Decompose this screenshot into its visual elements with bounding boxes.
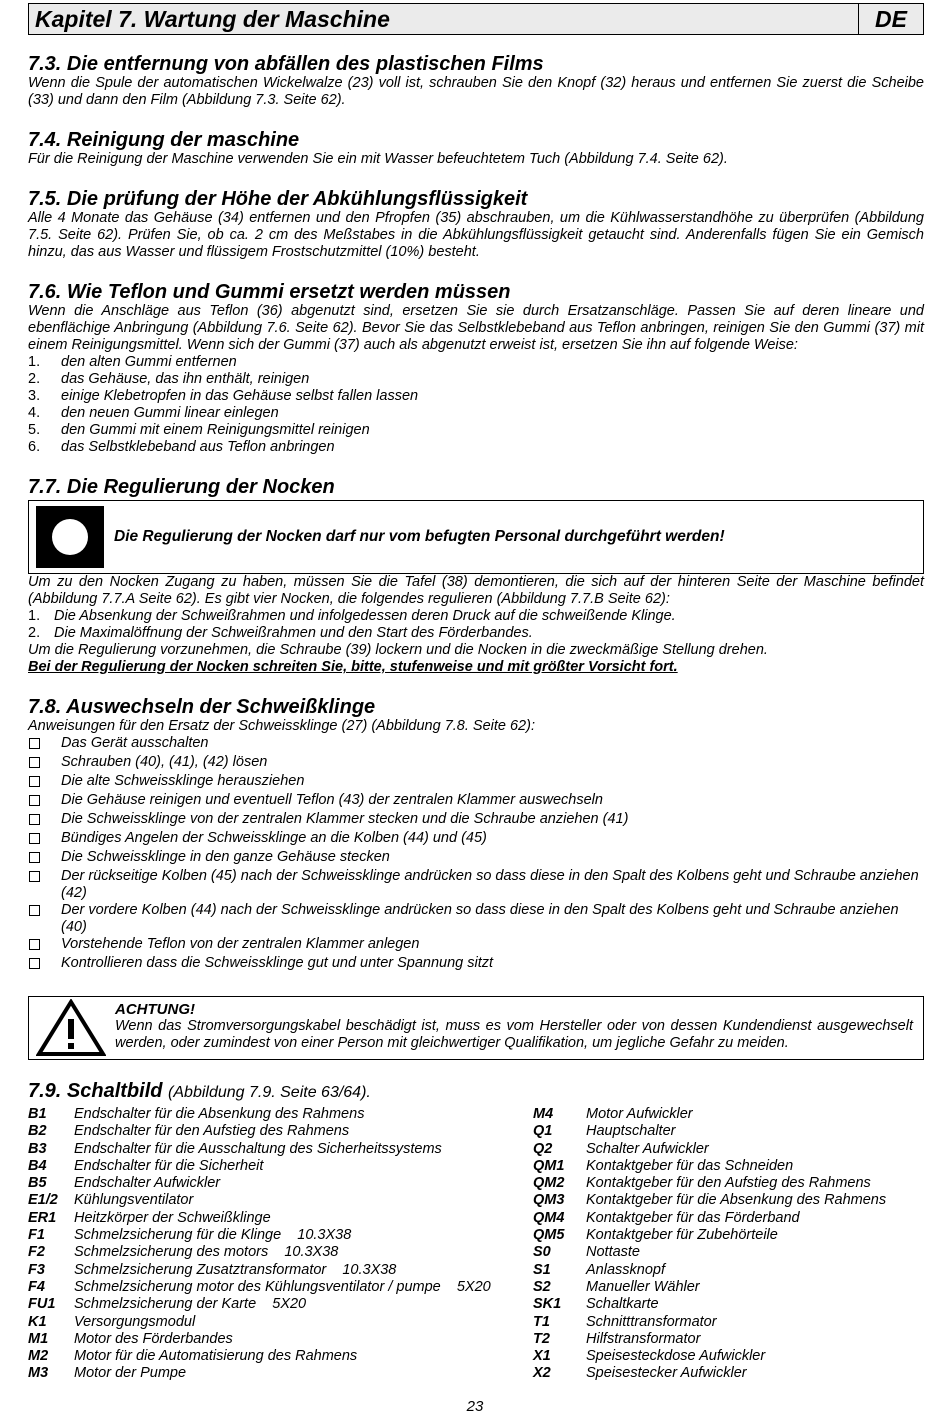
- list-item: Vorstehende Teflon von der zentralen Klammer anlegen: [28, 936, 924, 955]
- section-7-3: [28, 53, 924, 109]
- section-text: Wenn die Spule der automatischen Wickelwalze (23) voll ist, schrauben Sie den Knopf (32) heraus und entfernen Sie zuerst die Scheibe (33) und dann den Film (Abbildung 7.3. Seite 62).: [28, 75, 924, 108]
- legend-code: S0: [533, 1244, 551, 1261]
- legend-row: [28, 1141, 533, 1158]
- legend-description: Schmelzsicherung der Karte 5X20: [74, 1296, 307, 1313]
- legend-code: Q2: [533, 1140, 553, 1157]
- legend-description: Endschalter für die Ausschaltung des Sicherheitssystems: [74, 1140, 442, 1157]
- list-item: 1. den alten Gummi entfernen: [28, 354, 237, 370]
- legend-code: B3: [28, 1140, 47, 1157]
- list-item: Schrauben (40), (41), (42) lösen: [28, 754, 924, 773]
- checkbox-icon: [28, 868, 61, 902]
- mandatory-action-icon: [36, 506, 104, 568]
- legend-code: M2: [28, 1348, 49, 1365]
- section-7-7: [28, 476, 924, 676]
- section-text: Für die Reinigung der Maschine verwenden Sie ein mit Wasser befeuchtetem Tuch (Abbildung 7.4. Seite 62).: [28, 151, 728, 167]
- legend-description: Schaltkarte: [586, 1296, 659, 1313]
- legend-row: [28, 1175, 533, 1192]
- page-number: 23: [466, 1398, 484, 1415]
- legend-row: [28, 1365, 533, 1382]
- section-text: Anweisungen für den Ersatz der Schweissklinge (27) (Abbildung 7.8. Seite 62):: [28, 718, 535, 734]
- list-item: Die alte Schweissklinge herausziehen: [28, 773, 924, 792]
- list-item: 2. das Gehäuse, das ihn enthält, reinigen: [28, 371, 310, 387]
- section-text: Alle 4 Monate das Gehäuse (34) entfernen und den Pfropfen (35) abschrauben, um die Kühlwasserstandhöhe zu überprüfen (Abbildung 7.5. Seite 62). Prüfen Sie, ob ca. 2 cm des Meßstabes in die Abkühlungsflüssigkeit getaucht sind. Anderenfalls fügen Sie ein Gemisch hinzu, das aus Wasser und flüssigem Frostschutzmittel (10%) besteht.: [28, 210, 924, 260]
- legend-right-column: [533, 1106, 886, 1383]
- legend-row: [28, 1210, 533, 1227]
- legend-description: Endschalter für den Aufstieg des Rahmens: [74, 1123, 350, 1140]
- legend-row: [28, 1279, 533, 1296]
- legend-description: Schmelzsicherung des motors 10.3X38: [74, 1244, 339, 1261]
- legend-row: [28, 1123, 533, 1140]
- legend-row: [28, 1262, 533, 1279]
- section-title: 7.3. Die entfernung von abfällen des plastischen Films: [28, 53, 544, 75]
- legend-row: [533, 1314, 886, 1331]
- warning-box: [28, 996, 924, 1060]
- checkbox-icon: [28, 735, 61, 754]
- list-item: Der vordere Kolben (44) nach der Schweissklinge andrücken so dass diese in den Spalt des Kolbens geht und Schraube anziehen (40): [28, 902, 924, 936]
- legend-row: [533, 1365, 886, 1382]
- legend-description: Schmelzsicherung für die Klinge 10.3X38: [74, 1227, 352, 1244]
- legend-code: ER1: [28, 1209, 57, 1226]
- legend-code: M1: [28, 1330, 49, 1347]
- legend-description: Endschalter Aufwickler: [74, 1175, 221, 1192]
- list-item: 5. den Gummi mit einem Reinigungsmittel reinigen: [28, 422, 370, 438]
- checkbox-icon: [28, 792, 61, 811]
- legend-row: [533, 1210, 886, 1227]
- legend-code: QM3: [533, 1192, 565, 1209]
- legend-description: Motor der Pumpe: [74, 1365, 187, 1382]
- legend-row: [533, 1331, 886, 1348]
- legend-row: [28, 1244, 533, 1261]
- legend-row: [533, 1141, 886, 1158]
- list-item: Die Schweissklinge von der zentralen Klammer stecken und die Schraube anziehen (41): [28, 811, 924, 830]
- legend-row: [28, 1296, 533, 1313]
- legend-code: B4: [28, 1157, 47, 1174]
- section-title: 7.7. Die Regulierung der Nocken: [28, 476, 335, 498]
- section-title: 7.4. Reinigung der maschine: [28, 129, 300, 151]
- legend-code: QM5: [533, 1227, 565, 1244]
- legend-description: Kontaktgeber für Zubehörteile: [586, 1227, 778, 1244]
- legend-code: Q1: [533, 1123, 553, 1140]
- legend-code: SK1: [533, 1296, 562, 1313]
- notice-text: Die Regulierung der Nocken darf nur vom befugten Personal durchgeführt werden!: [114, 528, 725, 545]
- checkbox-icon: [28, 773, 61, 792]
- legend-description: Speisesteckdose Aufwickler: [586, 1348, 766, 1365]
- list-item: Kontrollieren dass die Schweissklinge gut und unter Spannung sitzt: [28, 955, 924, 974]
- emphasis-text: Bei der Regulierung der Nocken schreiten Sie, bitte, stufenweise und mit größter Vorsicht fort.: [28, 659, 678, 675]
- list-item: Bündiges Angelen der Schweissklinge an die Kolben (44) und (45): [28, 830, 924, 849]
- legend-row: [533, 1175, 886, 1192]
- section-7-9: [28, 1080, 924, 1383]
- legend-row: [28, 1348, 533, 1365]
- legend-description: Hauptschalter: [586, 1123, 676, 1140]
- legend-code: QM1: [533, 1157, 565, 1174]
- legend-row: [533, 1192, 886, 1209]
- legend-description: Kontaktgeber für das Schneiden: [586, 1157, 794, 1174]
- legend-description: Motor des Förderbandes: [74, 1330, 233, 1347]
- warning-triangle-icon: [29, 997, 113, 1059]
- legend-description: Endschalter für die Sicherheit: [74, 1157, 264, 1174]
- legend-code: QM4: [533, 1209, 565, 1226]
- section-subtitle: (Abbildung 7.9. Seite 63/64).: [168, 1084, 371, 1101]
- checkbox-icon: [28, 902, 61, 936]
- list-item: Das Gerät ausschalten: [28, 735, 924, 754]
- section-text-2: Um die Regulierung vorzunehmen, die Schraube (39) lockern und die Nocken in die zweckmäßige Stellung drehen.: [28, 642, 768, 658]
- list-item: Die Gehäuse reinigen und eventuell Teflon (43) der zentralen Klammer auswechseln: [28, 792, 924, 811]
- checkbox-icon: [28, 936, 61, 955]
- legend-row: [28, 1192, 533, 1209]
- section-7-6: [28, 281, 924, 456]
- legend-code: M3: [28, 1365, 49, 1382]
- checkbox-icon: [28, 955, 61, 974]
- legend-row: [533, 1123, 886, 1140]
- list-item: Die Schweissklinge in den ganze Gehäuse stecken: [28, 849, 924, 868]
- legend-row: [533, 1227, 886, 1244]
- legend-description: Motor Aufwickler: [586, 1106, 693, 1122]
- legend-code: B1: [28, 1106, 47, 1122]
- section-title: 7.5. Die prüfung der Höhe der Abkühlungsflüssigkeit: [28, 188, 528, 210]
- legend-description: Schmelzsicherung Zusatztransformator 10.3X38: [74, 1261, 397, 1278]
- warning-text: Wenn das Stromversorgungskabel beschädigt ist, muss es vom Hersteller oder von dessen Kundendienst ausgewechselt werden, oder zumindest von einer Person mit gleichwertiger Qualifikation, um jegliche Gefahr zu meiden.: [115, 1018, 913, 1051]
- legend-row: [533, 1262, 886, 1279]
- legend-description: Heitzkörper der Schweißklinge: [74, 1209, 271, 1226]
- checkbox-icon: [28, 811, 61, 830]
- page: [28, 3, 924, 1383]
- legend-row: [28, 1314, 533, 1331]
- section-7-8: [28, 696, 924, 974]
- section-text: Um zu den Nocken Zugang zu haben, müssen Sie die Tafel (38) demontieren, die sich auf der hinteren Seite der Maschine befindet (Abbildung 7.7.A Seite 62). Es gibt vier Nocken, die folgendes regulieren (Abbildung 7.7.B Seite 62):: [28, 574, 924, 607]
- legend-row: [533, 1296, 886, 1313]
- legend-code: B5: [28, 1175, 47, 1192]
- legend-row: [533, 1244, 886, 1261]
- legend-code: B2: [28, 1123, 47, 1140]
- legend-description: Kontaktgeber für das Förderband: [586, 1209, 800, 1226]
- steps-list: [28, 354, 924, 456]
- warning-heading: ACHTUNG!: [115, 1001, 195, 1018]
- legend-description: Kühlungsventilator: [74, 1192, 194, 1209]
- legend-code: F3: [28, 1261, 45, 1278]
- legend-description: Anlassknopf: [586, 1261, 665, 1278]
- language-code: DE: [858, 4, 923, 34]
- steps-list: [28, 608, 924, 642]
- legend-description: Manueller Wähler: [586, 1278, 700, 1295]
- legend-description: Kontaktgeber für den Aufstieg des Rahmens: [586, 1175, 871, 1192]
- legend-code: F1: [28, 1227, 45, 1244]
- legend-code: E1/2: [28, 1192, 58, 1209]
- legend-row: [28, 1331, 533, 1348]
- legend-description: Versorgungsmodul: [74, 1313, 196, 1330]
- legend-code: QM2: [533, 1175, 565, 1192]
- legend-row: [28, 1227, 533, 1244]
- wiring-legend: [28, 1106, 924, 1383]
- legend-description: Schmelzsicherung motor des Kühlungsventilator / pumpe 5X20: [74, 1278, 491, 1295]
- section-7-5: [28, 188, 924, 261]
- list-item: 6. das Selbstklebeband aus Teflon anbringen: [28, 439, 335, 455]
- list-item: 1. Die Absenkung der Schweißrahmen und infolgedessen deren Druck auf die schweißende Klinge.: [28, 608, 676, 624]
- checkbox-icon: [28, 849, 61, 868]
- mandatory-notice: [28, 500, 924, 574]
- section-title: 7.8. Auswechseln der Schweißklinge: [28, 696, 376, 718]
- legend-code: M4: [533, 1106, 554, 1122]
- list-item: Der rückseitige Kolben (45) nach der Schweissklinge andrücken so dass diese in den Spalt des Kolbens geht und Schraube anziehen (42): [28, 868, 924, 902]
- legend-row: [28, 1158, 533, 1175]
- legend-description: Endschalter für die Absenkung des Rahmens: [74, 1106, 365, 1122]
- section-title: 7.9. Schaltbild (Abbildung 7.9. Seite 63/64).: [28, 1080, 371, 1102]
- chapter-title: Kapitel 7. Wartung der Maschine: [35, 6, 390, 32]
- section-title: 7.6. Wie Teflon und Gummi ersetzt werden müssen: [28, 281, 511, 303]
- legend-code: T2: [533, 1330, 550, 1347]
- legend-code: X2: [533, 1365, 551, 1382]
- legend-row: [533, 1158, 886, 1175]
- legend-description: Schnitttransformator: [586, 1313, 717, 1330]
- legend-description: Schalter Aufwickler: [586, 1140, 709, 1157]
- legend-left-column: [28, 1106, 533, 1383]
- list-item: 2. Die Maximalöffnung der Schweißrahmen und den Start des Förderbandes.: [28, 625, 533, 641]
- chapter-header: [28, 3, 924, 35]
- legend-description: Kontaktgeber für die Absenkung des Rahmens: [586, 1192, 887, 1209]
- legend-row: [28, 1106, 533, 1123]
- list-item: 3. einige Klebetropfen in das Gehäuse selbst fallen lassen: [28, 388, 419, 404]
- list-item: 4. den neuen Gummi linear einlegen: [28, 405, 279, 421]
- legend-row: [533, 1106, 886, 1123]
- legend-description: Nottaste: [586, 1244, 640, 1261]
- legend-code: S1: [533, 1261, 551, 1278]
- legend-code: FU1: [28, 1296, 56, 1313]
- legend-description: Hilfstransformator: [586, 1330, 701, 1347]
- legend-code: T1: [533, 1313, 550, 1330]
- section-7-4: [28, 129, 924, 168]
- legend-code: X1: [533, 1348, 551, 1365]
- legend-code: S2: [533, 1278, 551, 1295]
- legend-description: Speisestecker Aufwickler: [586, 1365, 747, 1382]
- checkbox-icon: [28, 754, 61, 773]
- legend-code: F2: [28, 1244, 45, 1261]
- legend-row: [533, 1279, 886, 1296]
- checklist: [28, 735, 924, 974]
- section-text: Wenn die Anschläge aus Teflon (36) abgenutzt sind, ersetzen Sie sie durch Ersatzanschläge. Passen Sie auf deren lineare und ebenflächige Anbringung (Abbildung 7.6. Seite 62). Bevor Sie das Selbstklebeband aus Teflon anbringen, reinigen Sie den Gummi (37) mit einem Reinigungsmittel. Wenn sich der Gummi (37) auch als abgenutzt erweist ist, ersetzen Sie ihn auf folgende Weise:: [28, 303, 924, 353]
- legend-code: K1: [28, 1313, 47, 1330]
- legend-description: Motor für die Automatisierung des Rahmens: [74, 1348, 358, 1365]
- legend-row: [533, 1348, 886, 1365]
- legend-code: F4: [28, 1278, 45, 1295]
- checkbox-icon: [28, 830, 61, 849]
